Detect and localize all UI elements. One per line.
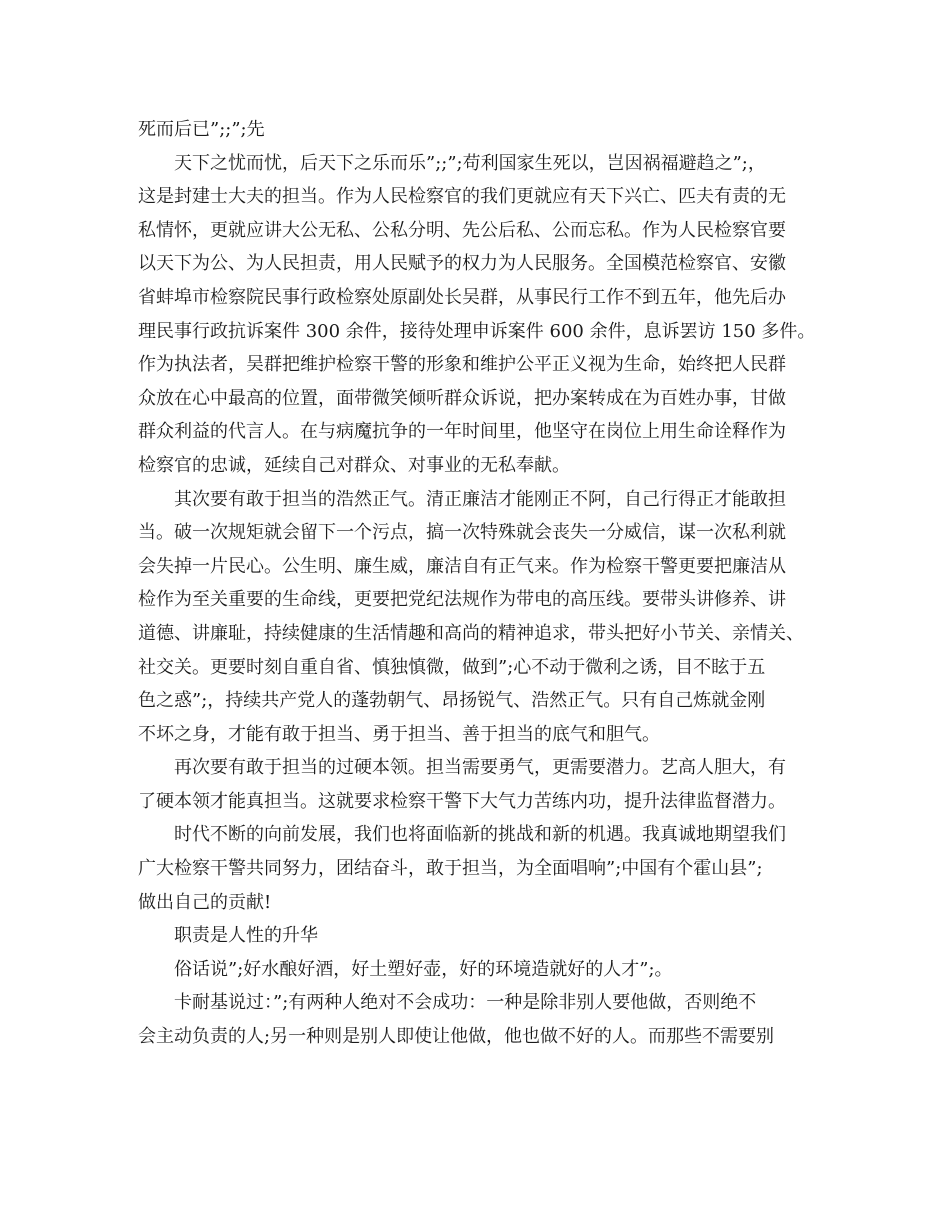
text-line: 作为执法者，吴群把维护检察干警的形象和维护公平正义视为生命，始终把人民群: [138, 354, 786, 376]
text-line: 其次要有敢于担当的浩然正气。清正廉洁才能刚正不阿，自己行得正才能敢担: [174, 488, 786, 510]
text-line: 检作为至关重要的生命线，更要把党纪法规作为带电的高压线。要带头讲修养、讲: [138, 589, 786, 611]
text-line: 省蚌埠市检察院民事行政检察处原副处长吴群，从事民行工作不到五年，他先后办: [138, 286, 786, 308]
text-line: 天下之忧而忧，后天下之乐而乐”;;”;苟利国家生死以，岂因祸福避趋之”;，: [174, 152, 766, 174]
text-line: 不坏之身，才能有敢于担当、勇于担当、善于担当的底气和胆气。: [138, 723, 660, 745]
text-line: 色之惑”;，持续共产党人的蓬勃朝气、昂扬锐气、浩然正气。只有自己炼就金刚: [138, 690, 766, 712]
text-line: 社交关。更要时刻自重自省、慎独慎微，做到”;心不动于微利之诱，目不眩于五: [138, 656, 766, 678]
text-line: 时代不断的向前发展，我们也将面临新的挑战和新的机遇。我真诚地期望我们: [174, 824, 786, 846]
text-line: 这是封建士大夫的担当。作为人民检察官的我们更就应有天下兴亡、匹夫有责的无: [138, 186, 786, 208]
document-body: [138, 113, 818, 1054]
text-line: 卡耐基说过：”;有两种人绝对不会成功：一种是除非别人要他做，否则绝不: [174, 992, 757, 1014]
text-line: 当。破一次规矩就会留下一个污点，搞一次特殊就会丧失一分威信，谋一次私利就: [138, 522, 786, 544]
text-line: 再次要有敢于担当的过硬本领。担当需要勇气，更需要潜力。艺高人胆大，有: [174, 757, 786, 779]
text-line: 理民事行政抗诉案件 300 余件，接待处理申诉案件 600 余件，息诉罢访 150 多件。: [138, 320, 816, 342]
text-line: 了硬本领才能真担当。这就要求检察干警下大气力苦练内功，提升法律监督潜力。: [138, 790, 786, 812]
text-line: 会主动负责的人;另一种则是别人即使让他做，他也做不好的人。而那些不需要别: [138, 1026, 775, 1048]
text-line: 群众利益的代言人。在与病魔抗争的一年时间里，他坚守在岗位上用生命诠释作为: [138, 421, 786, 443]
text-line: 众放在心中最高的位置，面带微笑倾听群众诉说，把办案转成在为百姓办事，甘做: [138, 387, 786, 409]
text-line: 道德、讲廉耻，持续健康的生活情趣和高尚的精神追求，带头把好小节关、亲情关、: [138, 622, 804, 644]
text-line: 俗话说”;好水酿好酒，好土塑好壶，好的环境造就好的人才”;。: [174, 958, 673, 980]
text-line: 广大检察干警共同努力，团结奋斗，敢于担当，为全面唱响”;中国有个霍山县”;: [138, 858, 763, 880]
text-line: 会失掉一片民心。公生明、廉生威，廉洁自有正气来。作为检察干警更要把廉洁从: [138, 555, 786, 577]
text-line: 职责是人性的升华: [174, 925, 318, 947]
text-line: 死而后已”;;”;先: [138, 119, 265, 140]
text-line: 检察官的忠诚，延续自己对群众、对事业的无私奉献。: [138, 454, 570, 476]
text-line: 私情怀，更就应讲大公无私、公私分明、先公后私、公而忘私。作为人民检察官要: [138, 219, 786, 241]
text-line: 做出自己的贡献!: [138, 891, 272, 913]
text-line: 以天下为公、为人民担责，用人民赋予的权力为人民服务。全国模范检察官、安徽: [138, 253, 786, 275]
